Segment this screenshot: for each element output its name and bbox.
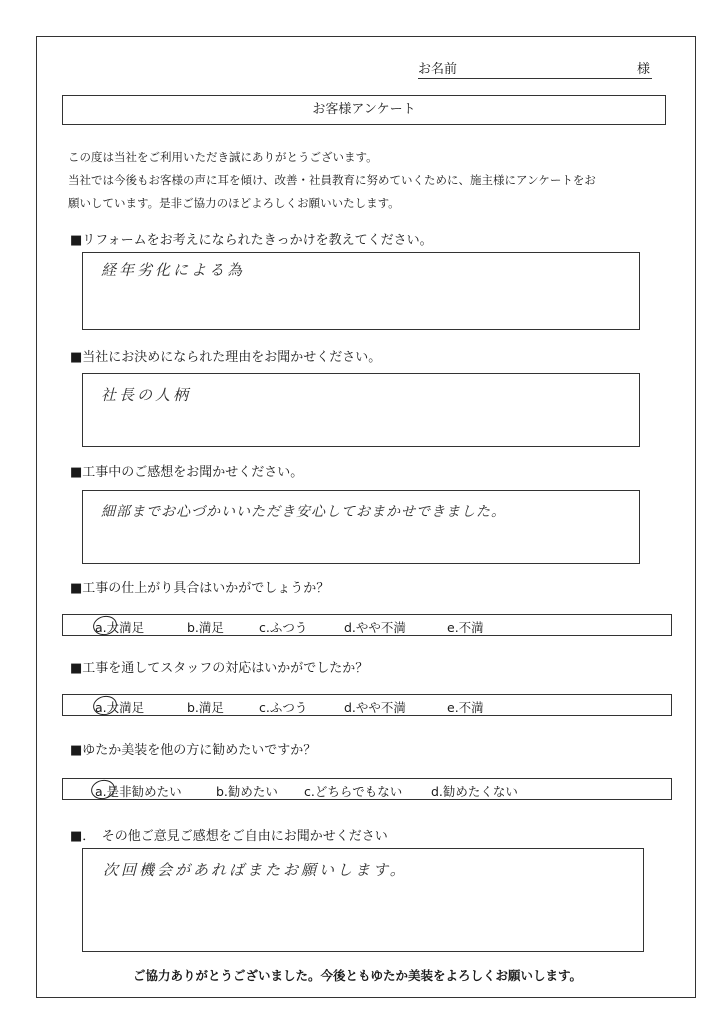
intro-line-2: 当社では今後もお客様の声に耳を傾け、改善・社員教育に努めていくために、施主様にアンケートをお (68, 173, 596, 187)
choice-4-b: b.満足 (187, 620, 224, 635)
question-2: ■当社にお決めになられた理由をお聞かせください。 (70, 350, 382, 365)
question-5: ■工事を通してスタッフの対応はいかがでしたか？ (70, 661, 369, 676)
choice-4-a: a.大満足 (95, 620, 145, 635)
honorific-label: 様 (636, 62, 650, 77)
survey-title: お客様アンケート (62, 95, 666, 125)
answer-box-3 (82, 490, 640, 564)
intro-line-3: 願いしています。是非ご協力のほどよろしくお願いいたします。 (68, 196, 400, 210)
question-6: ■ゆたか美装を他の方に勧めたいですか？ (70, 743, 317, 758)
answer-box-7 (82, 848, 644, 952)
answer-3-text: 細部までお心づかいいただき安心しておまかせできました。 (101, 504, 506, 520)
answer-1-text: 経年劣化による為 (101, 261, 246, 279)
intro-line-1: この度は当社をご利用いただき誠にありがとうございます。 (68, 150, 378, 164)
name-label: お名前 (418, 62, 458, 77)
choice-6-b: b.勧めたい (216, 784, 278, 799)
question-1: ■リフォームをお考えになられたきっかけを教えてください。 (70, 233, 433, 248)
footer-thanks: ご協力ありがとうございました。今後ともゆたか美装をよろしくお願いします。 (132, 968, 582, 983)
answer-box-1 (82, 252, 640, 330)
choice-5-e: e.不満 (447, 700, 484, 715)
answer-box-2 (82, 373, 640, 447)
choice-6-a: a.是非勧めたい (95, 784, 182, 799)
choice-5-b: b.満足 (187, 700, 224, 715)
question-7: ■． その他ご意見ご感想をご自由にお聞かせください (70, 829, 388, 844)
choice-5-a: a.大満足 (95, 700, 145, 715)
question-4: ■工事の仕上がり具合はいかがでしょうか？ (70, 581, 330, 596)
choice-5-c: c.ふつう (259, 700, 308, 715)
choice-6-c: c.どちらでもない (304, 784, 403, 799)
choices-4 (62, 614, 672, 636)
choice-6-d: d.勧めたくない (431, 784, 518, 799)
choice-4-e: e.不満 (447, 620, 484, 635)
name-field (418, 58, 652, 79)
choice-4-c: c.ふつう (259, 620, 308, 635)
choice-4-d: d.やや不満 (344, 620, 406, 635)
choices-6 (62, 778, 672, 800)
choices-5 (62, 694, 672, 716)
answer-2-text: 社長の人柄 (101, 386, 192, 404)
question-3: ■工事中のご感想をお聞かせください。 (70, 465, 304, 480)
answer-7-text: 次回機会があればまたお願いします。 (103, 861, 408, 879)
choice-5-d: d.やや不満 (344, 700, 406, 715)
